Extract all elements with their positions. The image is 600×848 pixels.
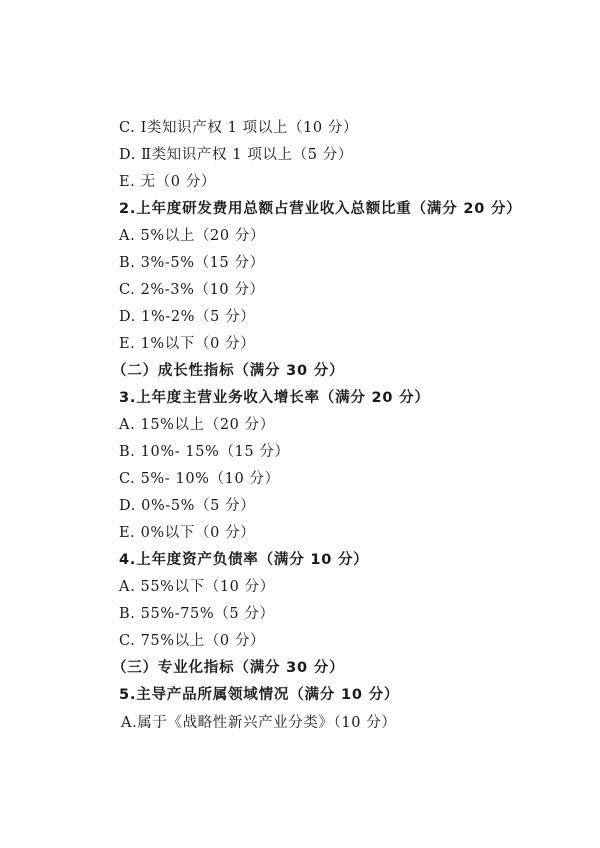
section-heading: （二）成长性指标（满分 30 分） bbox=[112, 363, 345, 379]
option-line: C. 75%以上（0 分） bbox=[119, 633, 266, 649]
option-line: C. 2%-3%（10 分） bbox=[119, 282, 265, 298]
option-line: D. 1%-2%（5 分） bbox=[119, 309, 256, 325]
option-line: A. 15%以上（20 分） bbox=[119, 417, 275, 433]
section-heading: （三）专业化指标（满分 30 分） bbox=[112, 660, 345, 676]
option-line: E. 1%以下（0 分） bbox=[119, 336, 256, 352]
option-line: E. 无（0 分） bbox=[119, 174, 217, 190]
option-line: A. 55%以下（10 分） bbox=[119, 579, 275, 595]
option-line: D. 0%-5%（5 分） bbox=[119, 498, 256, 514]
option-line: A. 5%以上（20 分） bbox=[119, 228, 266, 244]
option-line: D. Ⅱ类知识产权 1 项以上（5 分） bbox=[119, 147, 353, 163]
question-heading: 3.上年度主营业务收入增长率（满分 20 分） bbox=[119, 390, 430, 406]
question-heading: 4.上年度资产负债率（满分 10 分） bbox=[119, 552, 369, 568]
option-line: A.属于《战略性新兴产业分类》（10 分） bbox=[121, 715, 397, 731]
option-line: C. 5%- 10%（10 分） bbox=[119, 471, 280, 487]
option-line: C. Ⅰ类知识产权 1 项以上（10 分） bbox=[119, 120, 359, 136]
question-heading: 2.上年度研发费用总额占营业收入总额比重（满分 20 分） bbox=[119, 201, 522, 217]
option-line: E. 0%以下（0 分） bbox=[119, 525, 256, 541]
option-line: B. 3%-5%（15 分） bbox=[119, 255, 265, 271]
option-line: B. 55%-75%（5 分） bbox=[119, 606, 275, 622]
option-line: B. 10%- 15%（15 分） bbox=[119, 444, 290, 460]
question-heading: 5.主导产品所属领域情况（满分 10 分） bbox=[119, 687, 400, 703]
